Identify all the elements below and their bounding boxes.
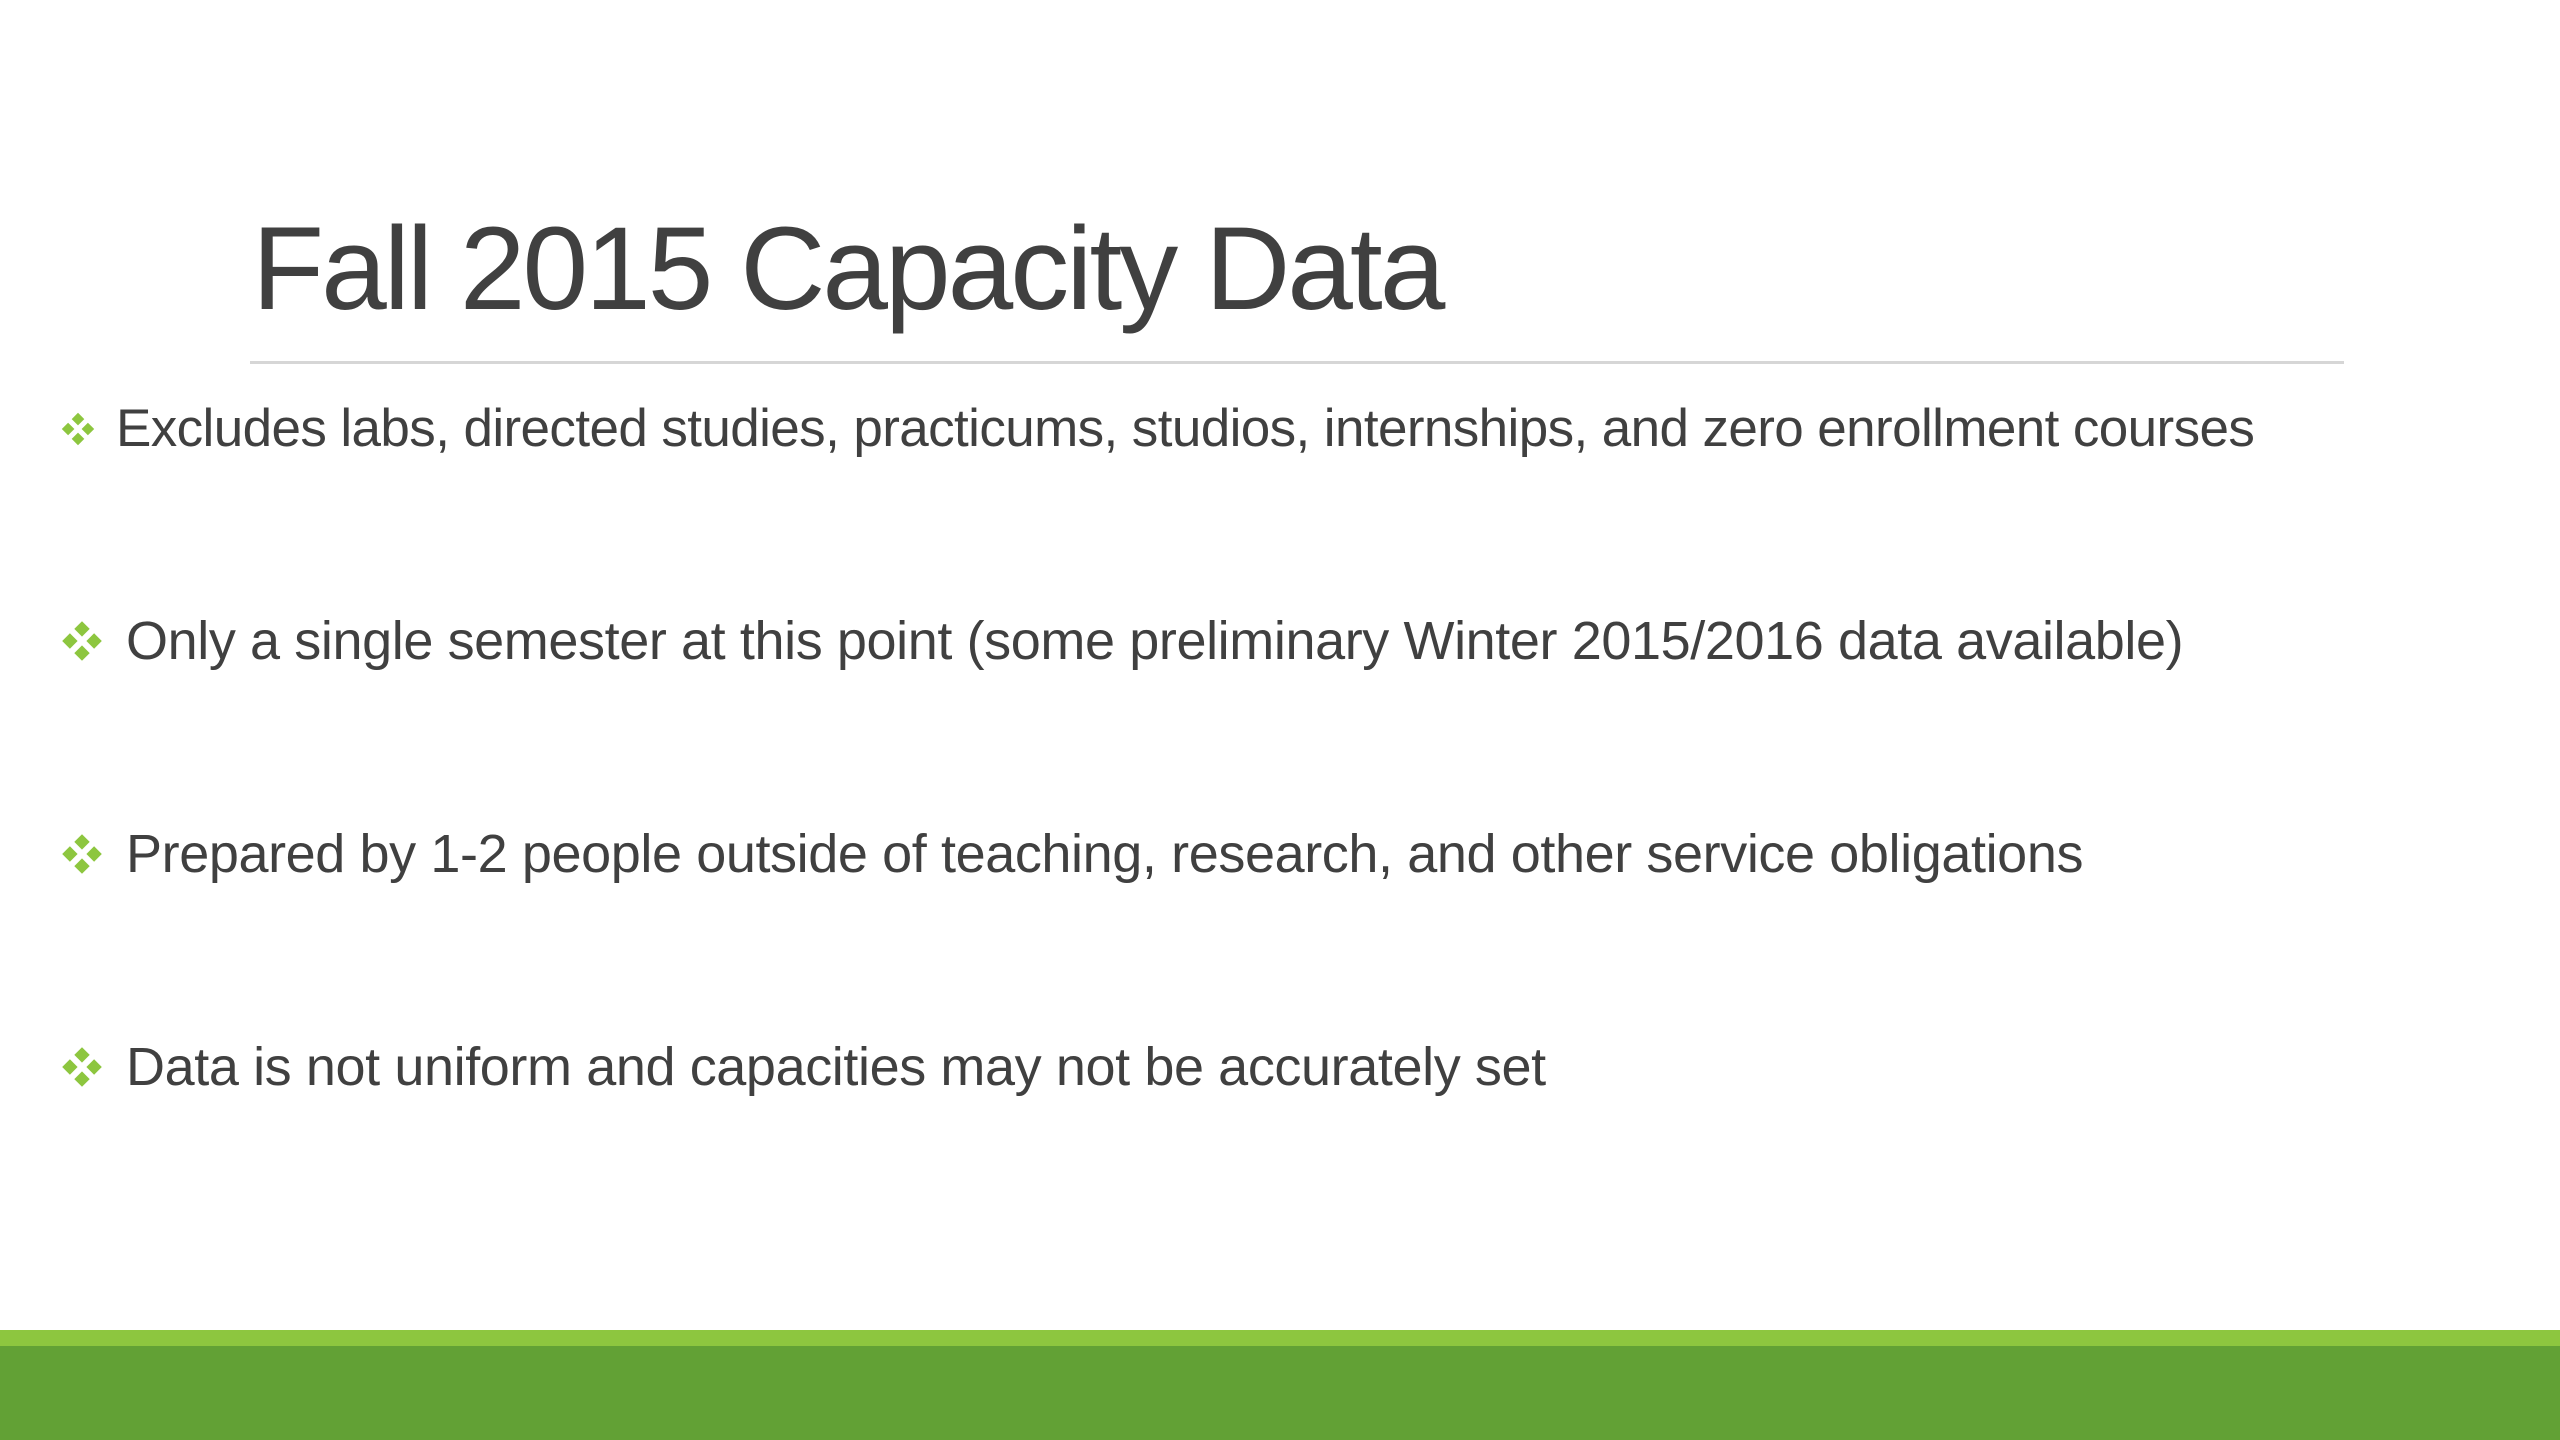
bullet-text: Excludes labs, directed studies, practicums, studios, internships, and zero enrollment courses xyxy=(116,399,2255,458)
bullet-text: Prepared by 1-2 people outside of teaching, research, and other service obligations xyxy=(126,824,2084,884)
four-diamond-bullet-icon xyxy=(60,832,104,876)
bullet-item-4 xyxy=(60,1037,1546,1097)
slide-title: Fall 2015 Capacity Data xyxy=(252,203,1443,335)
four-diamond-bullet-icon xyxy=(60,411,96,447)
bullet-text: Data is not uniform and capacities may not be accurately set xyxy=(126,1037,1546,1097)
footer-accent-stripe xyxy=(0,1330,2560,1346)
bullet-item-1 xyxy=(60,399,2255,458)
bullet-text: Only a single semester at this point (some preliminary Winter 2015/2016 data available) xyxy=(126,611,2184,671)
bullet-item-3 xyxy=(60,824,2084,884)
four-diamond-bullet-icon xyxy=(60,1045,104,1089)
footer-bar xyxy=(0,1346,2560,1440)
four-diamond-bullet-icon xyxy=(60,619,104,663)
bullet-item-2 xyxy=(60,611,2184,671)
